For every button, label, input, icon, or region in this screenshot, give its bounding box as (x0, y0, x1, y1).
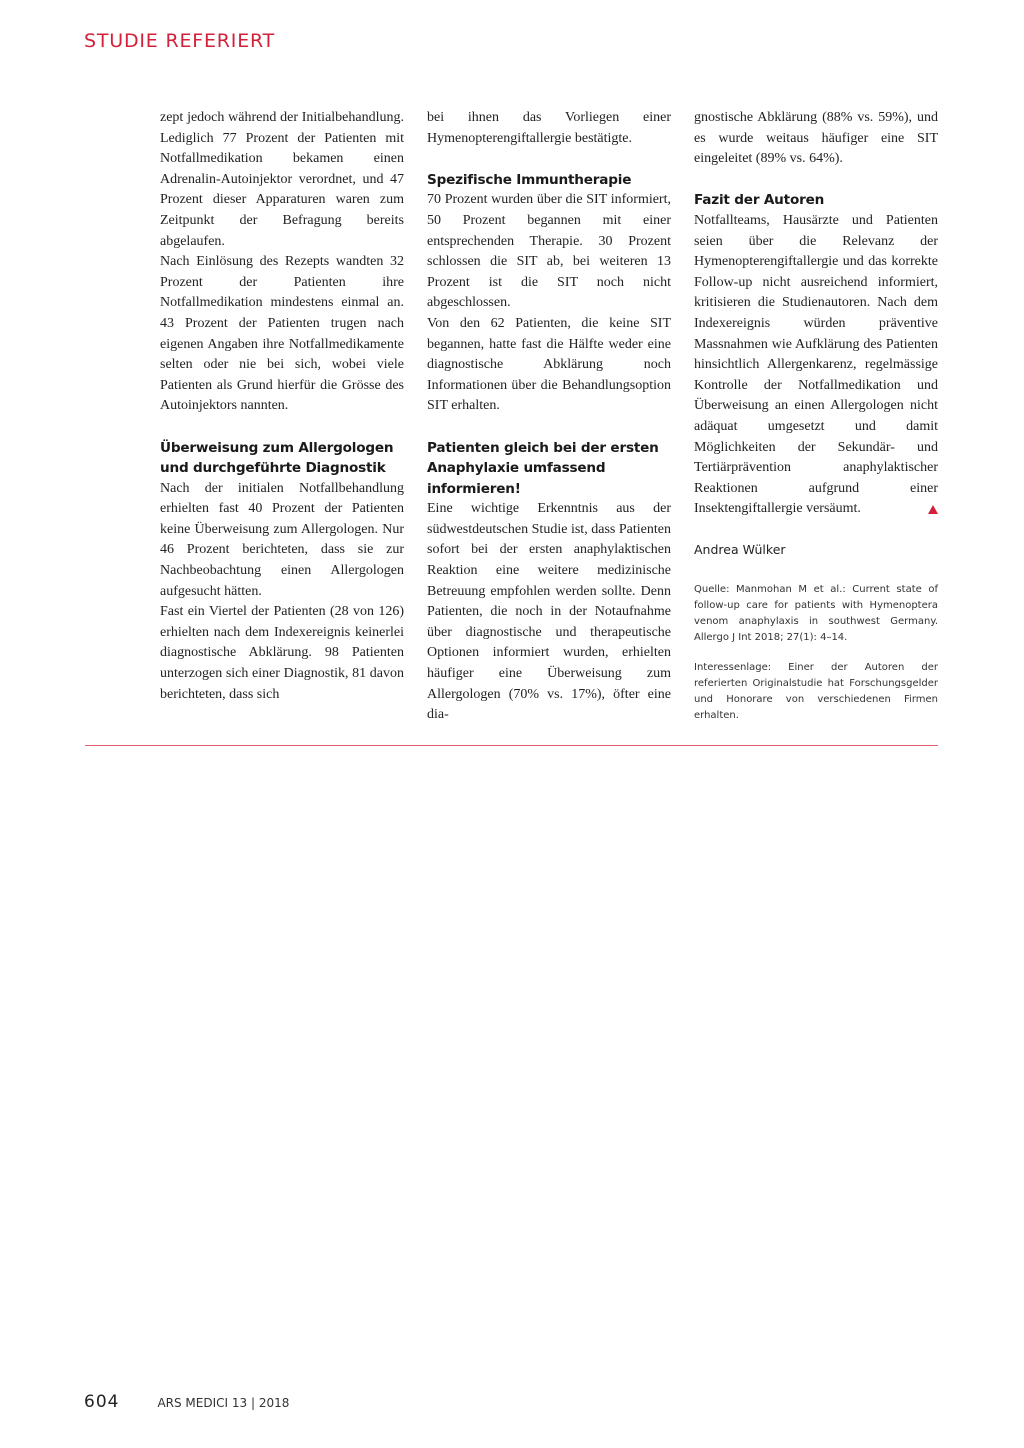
paragraph: zept jedoch während der Initialbehandlung. Lediglich 77 Prozent der Patienten mit Notfallmedikation bekamen einen Adrenalin-Autoinjektor verordnet, und 47 Prozent dieser Apparaturen waren zum Zeitpunkt der Befragung bereits abgelaufen. (160, 110, 404, 249)
paragraph (694, 211, 938, 520)
article-column-1 (160, 108, 404, 705)
paragraph: Fast ein Viertel der Patienten (28 von 126) erhielten nach dem Indexereignis keinerlei diagnostische Abklärung. 98 Patienten unterzogen sich einer Diagnostik, 81 davon berichteten, dass sich (160, 604, 404, 702)
page-footer (84, 1392, 289, 1412)
author-name: Andrea Wülker (694, 541, 786, 557)
paragraph: Von den 62 Patienten, die keine SIT begannen, hatte fast die Hälfte weder eine diagnostische Abklärung noch Informationen über die Behandlungsoption SIT erhalten. (427, 315, 671, 414)
section-label: STUDIE REFERIERT (84, 30, 276, 52)
section-heading: Patienten gleich bei der ersten Anaphylaxie umfassend informieren! (427, 439, 659, 497)
paragraph-text: Notfallteams, Hausärzte und Patienten seien über die Relevanz der Hymenopterengiftallergie und das korrekte Follow-up nicht ausreichend informiert, kritisieren die Studienautoren. Nach dem Indexereignis würden präventive Massnahmen wie Aufklärung des Patienten hinsichtlich Allergenkarenz, regelmässige Kontrolle der Notfallmedikation und Überweisung an einen Allergologen nicht adäquat umgesetzt und damit Möglichkeiten der Sekundär- und Tertiärprävention anaphylaktischer Reaktionen aufgrund einer Insektengiftallergie versäumt. (694, 212, 938, 517)
page-number: 604 (84, 1392, 120, 1412)
article-column-2 (427, 108, 671, 726)
journal-issue: ARS MEDICI 13 | 2018 (157, 1396, 290, 1410)
section-heading: Fazit der Autoren (694, 192, 825, 209)
paragraph: Nach Einlösung des Rezepts wandten 32 Prozent der Patienten ihre Notfallmedikation mindestens einmal an. 43 Prozent der Patienten trugen nach eigenen Angaben ihre Notfallmedikamente selten oder nie bei sich, wobei viele Patienten als Grund hierfür die Grösse des Autoinjektors nannten. (160, 254, 404, 414)
paragraph: bei ihnen das Vorliegen einer Hymenopterengiftallergie bestätigte. (427, 110, 671, 146)
section-heading: Spezifische Immuntherapie (427, 171, 632, 188)
divider-rule (85, 745, 938, 746)
paragraph: Eine wichtige Erkenntnis aus der südwestdeutschen Studie ist, dass Patienten sofort bei der ersten anaphylaktischen Reaktion eine weitere medizinische Betreuung empfohlen werden sollte. Denn Patienten, die noch in der Notaufnahme über diagnostische und therapeutische Optionen informiert wurden, erhielten häufiger eine Überweisung zum Allergologen (70% vs. 17%), öfter eine dia- (427, 501, 671, 723)
paragraph: Nach der initialen Notfallbehandlung erhielten fast 40 Prozent der Patienten keine Überweisung zum Allergologen. Nur 46 Prozent berichteten, dass sie zur Nachbeobachtung einen Allergologen aufgesucht hätten. (160, 480, 404, 599)
source-citation: Quelle: Manmohan M et al.: Current state of follow-up care for patients with Hymenoptera venom anaphylaxis in southwest Germany. Allergo J Int 2018; 27(1): 4–14. (694, 584, 938, 644)
paragraph: gnostische Abklärung (88% vs. 59%), und es wurde weitaus häufiger eine SIT eingeleitet (89% vs. 64%). (694, 110, 938, 167)
conflict-of-interest: Interessenlage: Einer der Autoren der referierten Originalstudie hat Forschungsgelder und Honorare von verschiedenen Firmen erhalten. (694, 662, 938, 722)
end-triangle-icon (928, 505, 938, 514)
section-heading: Überweisung zum Allergologen und durchgeführte Diagnostik (160, 439, 394, 477)
paragraph: 70 Prozent wurden über die SIT informiert, 50 Prozent begannen mit einer entsprechenden Therapie. 30 Prozent schlossen die SIT ab, bei weiteren 13 Prozent ist die SIT noch nicht abgeschlossen. (427, 192, 671, 311)
article-column-3 (694, 108, 938, 724)
